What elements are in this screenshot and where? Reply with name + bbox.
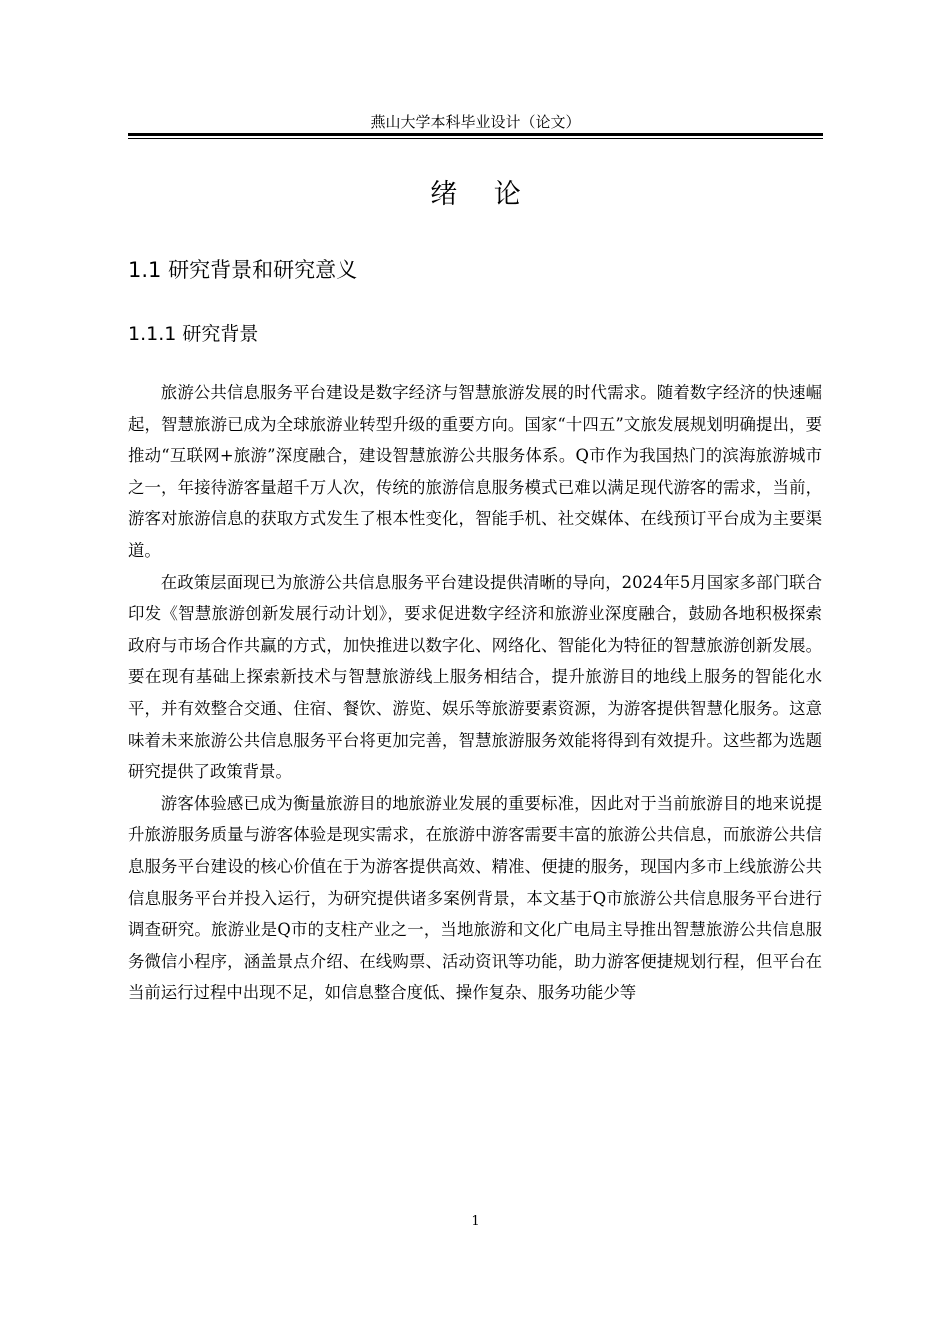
subsection-heading: 1.1.1 研究背景: [128, 323, 259, 345]
paragraph: 在政策层面现已为旅游公共信息服务平台建设提供清晰的导向，2024年5月国家多部门联合印发《智慧旅游创新发展行动计划》，要求促进数字经济和旅游业深度融合，鼓励各地积极探索政府与市场合作共赢的方式，加快推进以数字化、网络化、智能化为特征的智慧旅游创新发展。要在现有基础上探索新技术与智慧旅游线上服务相结合，提升旅游目的地线上服务的智能化水平，并有效整合交通、住宿、餐饮、游览、娱乐等旅游要素资源，为游客提供智慧化服务。这意味着未来旅游公共信息服务平台将更加完善，智慧旅游服务效能将得到有效提升。这些都为选题研究提供了政策背景。: [128, 572, 822, 782]
body-text: [128, 377, 822, 1009]
header-rule-thin: [128, 138, 823, 139]
paragraph: 旅游公共信息服务平台建设是数字经济与智慧旅游发展的时代需求。随着数字经济的快速崛起，智慧旅游已成为全球旅游业转型升级的重要方向。国家“十四五”文旅发展规划明确提出，要推动“互联网+旅游”深度融合，建设智慧旅游公共服务体系。Q市作为我国热门的滨海旅游城市之一，年接待游客量超千万人次，传统的旅游信息服务模式已难以满足现代游客的需求，当前，游客对旅游信息的获取方式发生了根本性变化，智能手机、社交媒体、在线预订平台成为主要渠道。: [128, 383, 822, 560]
section-heading: 1.1 研究背景和研究意义: [128, 258, 358, 282]
header-rule-thick: [128, 133, 823, 136]
chapter-title: 绪 论: [430, 179, 535, 210]
running-header: 燕山大学本科毕业设计（论文）: [370, 113, 581, 131]
paragraph: 游客体验感已成为衡量旅游目的地旅游业发展的重要标准，因此对于当前旅游目的地来说提升旅游服务质量与游客体验是现实需求，在旅游中游客需要丰富的旅游公共信息，而旅游公共信息服务平台建设的核心价值在于为游客提供高效、精准、便捷的服务，现国内多市上线旅游公共信息服务平台并投入运行，为研究提供诸多案例背景，本文基于Q市旅游公共信息服务平台进行调查研究。旅游业是Q市的支柱产业之一，当地旅游和文化广电局主导推出智慧旅游公共信息服务微信小程序，涵盖景点介绍、在线购票、活动资讯等功能，助力游客便捷规划行程，但平台在当前运行过程中出现不足，如信息整合度低、操作复杂、服务功能少等: [128, 793, 822, 1003]
page-number: 1: [471, 1214, 480, 1229]
